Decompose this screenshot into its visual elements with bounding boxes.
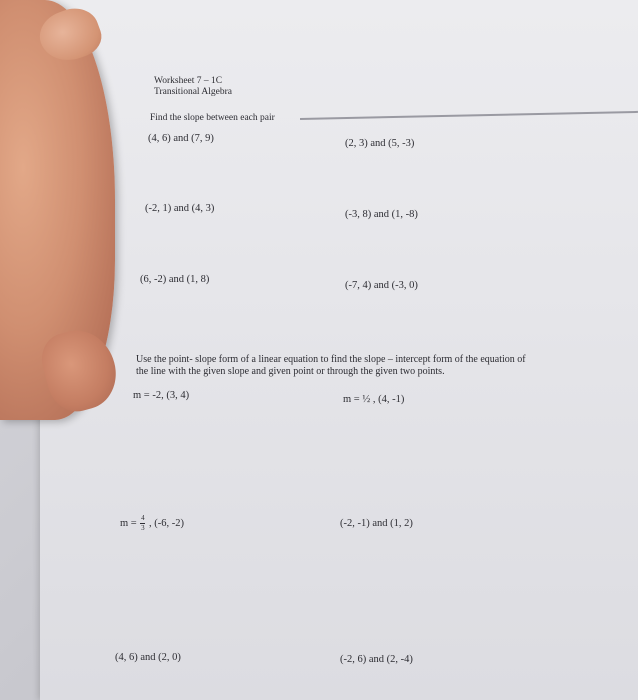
section2-instruction-line1: Use the point- slope form of a linear equation to find the slope – intercept form of the equation of [136, 354, 526, 365]
slope-problem-3: (-2, 1) and (4, 3) [145, 203, 215, 214]
slope-problem-1: (4, 6) and (7, 9) [148, 133, 214, 144]
section2-instruction-line2: the line with the given slope and given point or through the given two points. [136, 366, 445, 377]
equation-problem-6: (-2, 6) and (2, -4) [340, 654, 413, 665]
equation-problem-4: (-2, -1) and (1, 2) [340, 518, 413, 529]
equation-problem-2: m = ½ , (4, -1) [343, 394, 405, 405]
frac-suffix: , (-6, -2) [148, 517, 184, 529]
slope-problem-5: (6, -2) and (1, 8) [140, 274, 210, 285]
slope-fraction [140, 515, 145, 532]
fraction-denominator: 3 [141, 524, 145, 532]
fraction-numerator: 4 [141, 514, 145, 522]
equation-problem-5: (4, 6) and (2, 0) [115, 652, 181, 663]
slope-problem-4: (-3, 8) and (1, -8) [345, 209, 418, 220]
section1-instruction: Find the slope between each pair [150, 113, 275, 123]
frac-prefix: m = [120, 517, 137, 529]
equation-problem-3 [120, 515, 184, 532]
slope-problem-6: (-7, 4) and (-3, 0) [345, 280, 418, 291]
slope-problem-2: (2, 3) and (5, -3) [345, 138, 415, 149]
worksheet-title: Worksheet 7 – 1C [154, 76, 223, 86]
worksheet-paper [40, 0, 638, 700]
worksheet-course: Transitional Algebra [154, 87, 233, 97]
equation-problem-1: m = -2, (3, 4) [133, 390, 190, 401]
